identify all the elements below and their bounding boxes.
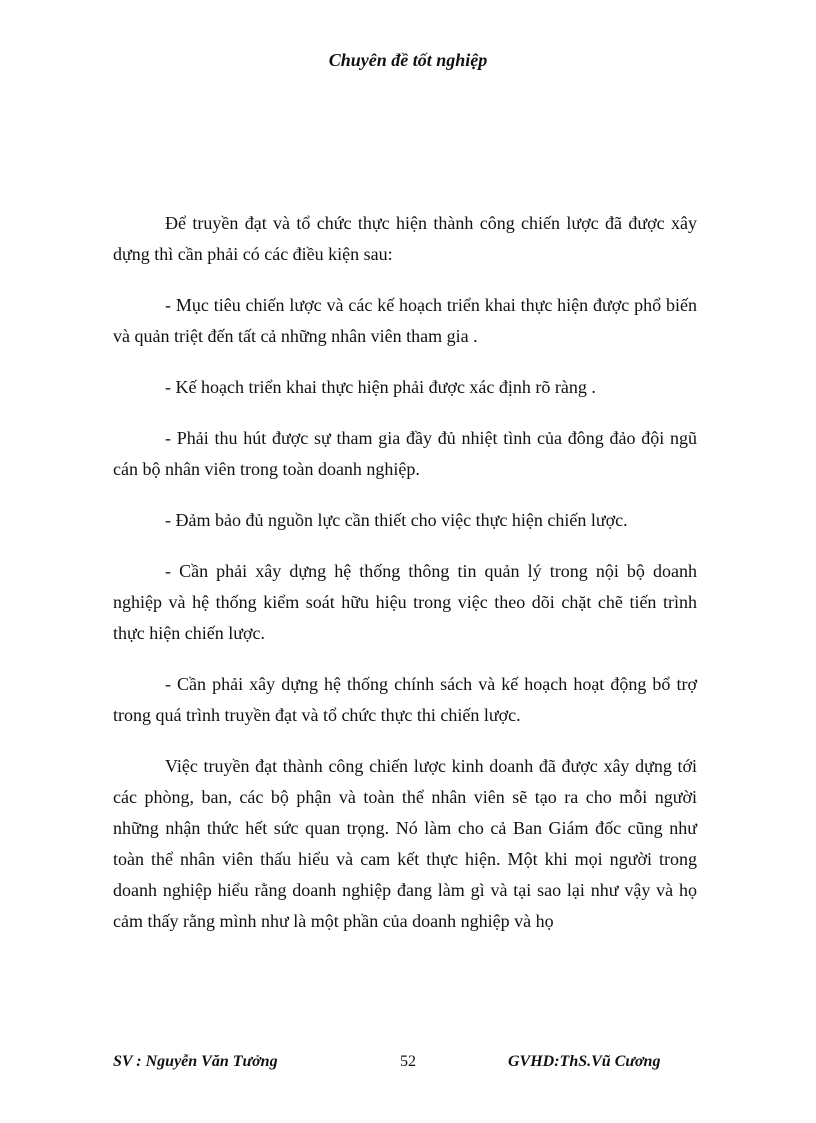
paragraph-condition-1: - Mục tiêu chiến lược và các kế hoạch triển khai thực hiện được phổ biến và quản triệt đến tất cả những nhân viên tham gia . [113, 295, 697, 346]
paragraph-conclusion: Việc truyền đạt thành công chiến lược kinh doanh đã được xây dựng tới các phòng, ban, các bộ phận và toàn thể nhân viên sẽ tạo ra cho mỗi người những nhận thức hết sức quan trọng. Nó làm cho cả Ban Giám đốc cũng như toàn thể nhân viên thấu hiểu và cam kết thực hiện. Một khi mọi người trong doanh nghiệp hiểu rằng doanh nghiệp đang làm gì và tại sao lại như vậy và họ cảm thấy rằng mình như là một phần của doanh nghiệp và họ [113, 756, 697, 931]
paragraph-condition-5: - Cần phải xây dựng hệ thống thông tin quản lý trong nội bộ doanh nghiệp và hệ thống kiểm soát hữu hiệu trong việc theo dõi chặt chẽ tiến trình thực hiện chiến lược. [113, 561, 697, 643]
page-header-title: Chuyên đề tốt nghiệp [328, 50, 488, 70]
paragraph-condition-3: - Phải thu hút được sự tham gia đầy đủ nhiệt tình của đông đảo đội ngũ cán bộ nhân viên trong toàn doanh nghiệp. [113, 428, 697, 479]
paragraph-condition-4: - Đảm bảo đủ nguồn lực cần thiết cho việc thực hiện chiến lược. [165, 510, 628, 530]
footer-student-name: SV : Nguyễn Văn Tưởng [113, 1053, 278, 1070]
page-footer [113, 1053, 673, 1075]
paragraph-condition-2: - Kế hoạch triển khai thực hiện phải được xác định rõ ràng . [165, 377, 596, 397]
paragraph-condition-6: - Cần phải xây dựng hệ thống chính sách và kế hoạch hoạt động bổ trợ trong quá trình truyền đạt và tổ chức thực thi chiến lược. [113, 674, 697, 725]
footer-page-number: 52 [400, 1053, 416, 1070]
document-body [113, 208, 697, 937]
paragraph-intro: Để truyền đạt và tổ chức thực hiện thành công chiến lược đã được xây dựng thì cần phải có các điều kiện sau: [113, 213, 697, 264]
footer-advisor-name: GVHD:ThS.Vũ Cương [508, 1053, 661, 1070]
